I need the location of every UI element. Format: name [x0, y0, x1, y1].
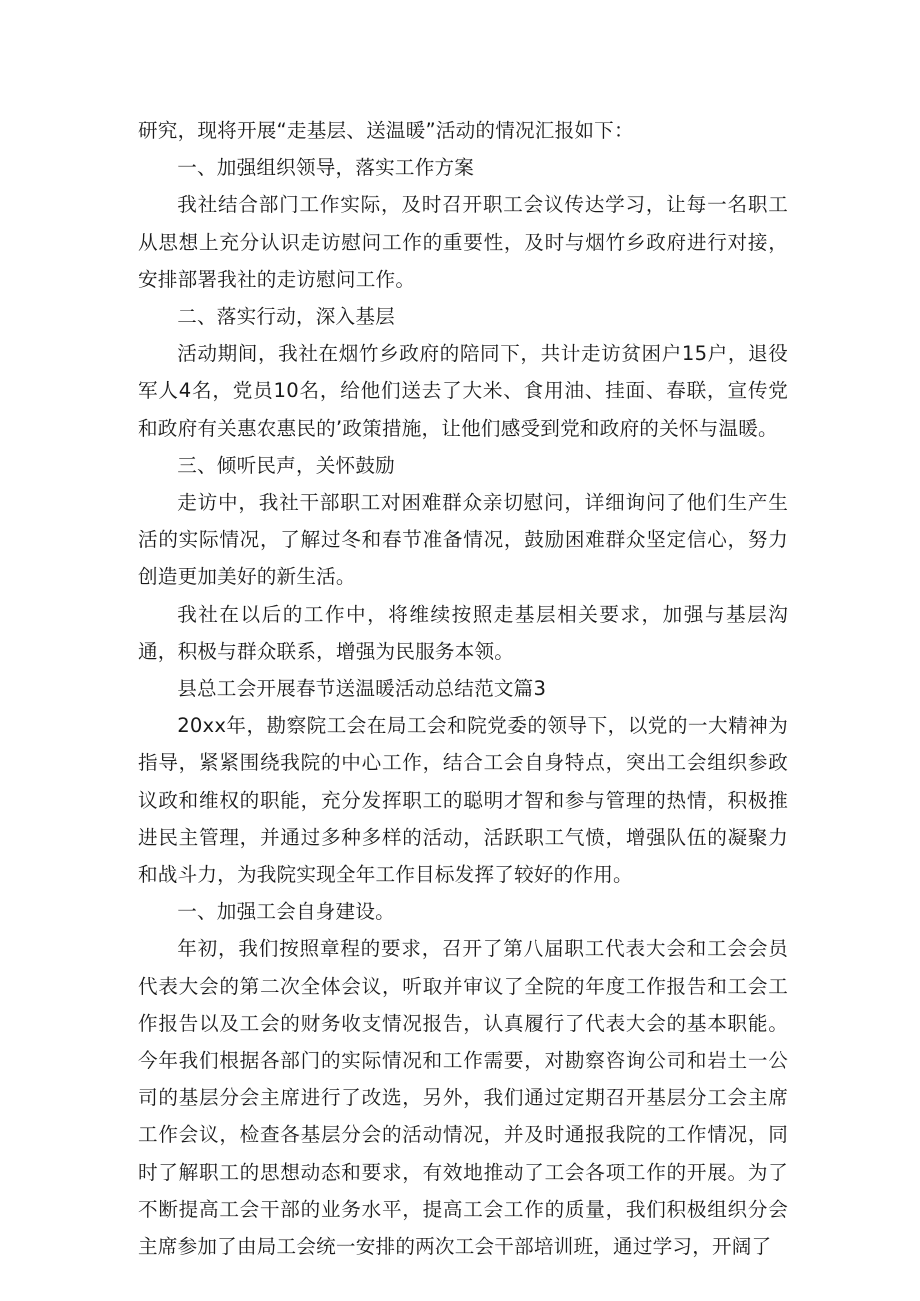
body-paragraph: 年初，我们按照章程的要求，召开了第八届职工代表大会和工会会员代表大会的第二次全体会议，听取并审议了全院的年度工作报告和工会工作报告以及工会的财务收支情况报告，认真履行了代表大会的基本职能。今年我们根据各部门的实际情况和工作需要，对勘察咨询公司和岩土一公司的基层分会主席进行了改选，另外，我们通过定期召开基层分工会主席工作会议，检查各基层分会的活动情况，并及时通报我院的工作情况，同时了解职工的思想动态和要求，有效地推动了工会各项工作的开展。为了不断提高工会干部的业务水平，提高工会工作的质量，我们积极组织分会主席参加了由局工会统一安排的两次工会干部培训班，通过学习，开阔了: [138, 937, 788, 1259]
section-heading-2: 二、落实行动，深入基层: [177, 305, 395, 329]
section-heading-3: 三、倾听民声，关怀鼓励: [177, 453, 395, 477]
section-heading-4: 一、加强工会自身建设。: [177, 900, 395, 924]
document-body: [138, 112, 788, 1265]
body-paragraph: 我社在以后的工作中，将维续按照走基层相关要求，加强与基层沟通，积极与群众联系，增强为民服务本领。: [138, 602, 788, 663]
body-paragraph: 我社结合部门工作实际，及时召开职工会议传达学习，让每一名职工从思想上充分认识走访慰问工作的重要性，及时与烟竹乡政府进行对接，安排部署我社的走访慰问工作。: [138, 193, 788, 291]
article-title: 县总工会开展春节送温暖活动总结范文篇3: [177, 677, 547, 701]
body-paragraph: 20xx年，勘察院工会在局工会和院党委的领导下，以党的一大精神为指导，紧紧围绕我院的中心工作，结合工会自身特点，突出工会组织参政议政和维权的职能，充分发挥职工的聪明才智和参与管理的热情，积极推进民主管理，并通过多种多样的活动，活跃职工气愤，增强队伍的凝聚力和战斗力，为我院实现全年工作目标发挥了较好的作用。: [138, 714, 788, 887]
body-paragraph: 活动期间，我社在烟竹乡政府的陪同下，共计走访贫困户15户，退役军人4名，党员10名，给他们送去了大米、食用油、挂面、春联，宣传党和政府有关惠农惠民的’政策措施，让他们感受到党和政府的关怀与温暖。: [138, 342, 788, 440]
section-heading-1: 一、加强组织领导，落实工作方案: [177, 156, 475, 180]
body-paragraph: 走访中，我社干部职工对困难群众亲切慰问，详细询问了他们生产生活的实际情况，了解过冬和春节准备情况，鼓励困难群众坚定信心，努力创造更加美好的新生活。: [138, 491, 788, 589]
intro-paragraph: 研究，现将开展“走基层、送温暖”活动的情况汇报如下：: [138, 119, 634, 142]
